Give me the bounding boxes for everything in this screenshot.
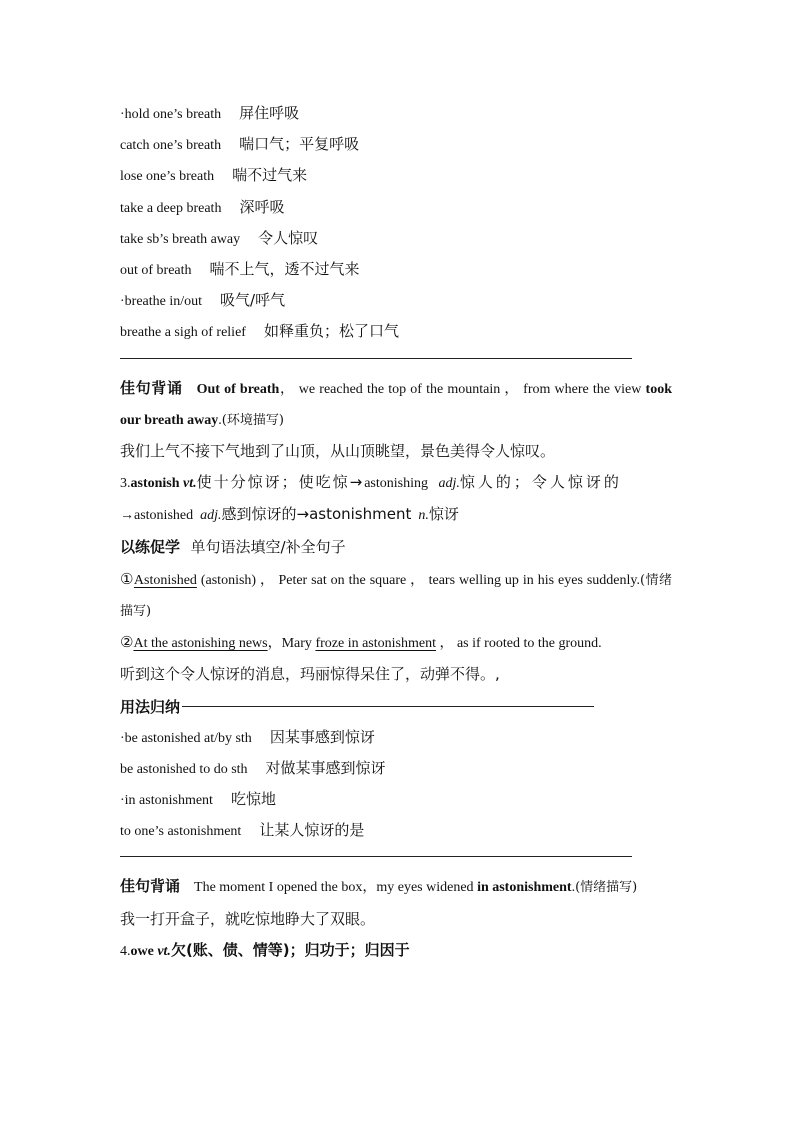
phrase-row: out of breath 喘不上气，透不过气来 bbox=[120, 259, 360, 278]
entry-astonish: 3.astonish vt.使十分惊讶；使吃惊→astonishing adj.惊人的；令人惊讶的 →astonished adj.感到惊讶的→astonishment n.惊讶 bbox=[120, 473, 622, 524]
answer-blank: Astonished bbox=[133, 572, 197, 588]
practice-2-translation: 听到这个令人惊讶的消息，玛丽惊得呆住了，动弹不得。, bbox=[120, 665, 500, 684]
usage-row: ·in astonishment 吃惊地 bbox=[120, 790, 276, 809]
answer-blank: At the astonishing news bbox=[133, 636, 268, 652]
practice-title: 以练促学 bbox=[120, 537, 181, 556]
usage-row: ·be astonished at/by sth 因某事感到惊讶 bbox=[120, 727, 375, 746]
practice-question-1: ①Astonished (astonish) ， Peter sat on the square ， tears welling up in his eyes suddenly.(情绪描写) bbox=[120, 569, 673, 619]
practice-section bbox=[120, 532, 672, 691]
answer-blank: froze in astonishment bbox=[315, 636, 436, 652]
usage-title: 用法归纳 bbox=[120, 697, 181, 716]
phrase-row: ·hold one’s breath 屏住呼吸 bbox=[120, 104, 300, 122]
usage-row: be astonished to do sth 对做某事感到惊讶 bbox=[120, 758, 386, 777]
usage-section bbox=[120, 691, 672, 847]
document-page bbox=[120, 98, 672, 967]
practice-subtitle: 单句语法填空/补全句子 bbox=[190, 537, 346, 556]
breath-phrase-list bbox=[120, 98, 672, 348]
usage-title-rule bbox=[182, 706, 594, 707]
phrase-row: ·breathe in/out 吸气/呼气 bbox=[120, 291, 286, 310]
example-1-translation: 我们上气不接下气地到了山顶，从山顶眺望，景色美得令人惊叹。 bbox=[120, 441, 556, 460]
example-sentence-1: 佳句背诵 Out of breath， we reached the top of the mountain ， from where the view took our breath away.(环境描写) 我们上气不接下气地到了山顶，从山顶眺望，景色美得令人惊叹。 bbox=[120, 373, 672, 468]
phrase-row: take sb’s breath away 令人惊叹 bbox=[120, 228, 319, 247]
phrase-row: breathe a sigh of relief 如释重负；松了口气 bbox=[120, 322, 399, 341]
phrase-row: take a deep breath 深呼吸 bbox=[120, 197, 285, 216]
example-2-translation: 我一打开盒子，就吃惊地睁大了双眼。 bbox=[120, 909, 376, 928]
phrase-row: catch one’s breath 喘口气；平复呼吸 bbox=[120, 135, 360, 154]
example-sentence-2: 佳句背诵 The moment I opened the box，my eyes widened in astonishment.(情绪描写) 我一打开盒子，就吃惊地睁大了双眼。 bbox=[120, 871, 672, 934]
usage-row: to one’s astonishment 让某人惊讶的是 bbox=[120, 821, 365, 840]
entry-owe: 4.owe vt.欠(账、债、情等)；归功于；归因于 bbox=[120, 940, 410, 959]
section-divider bbox=[120, 856, 632, 857]
phrase-row: lose one’s breath 喘不过气来 bbox=[120, 166, 308, 185]
practice-question-2: ②At the astonishing news，Mary froze in astonishment ， as if rooted to the ground. bbox=[120, 633, 602, 652]
section-divider bbox=[120, 358, 632, 359]
